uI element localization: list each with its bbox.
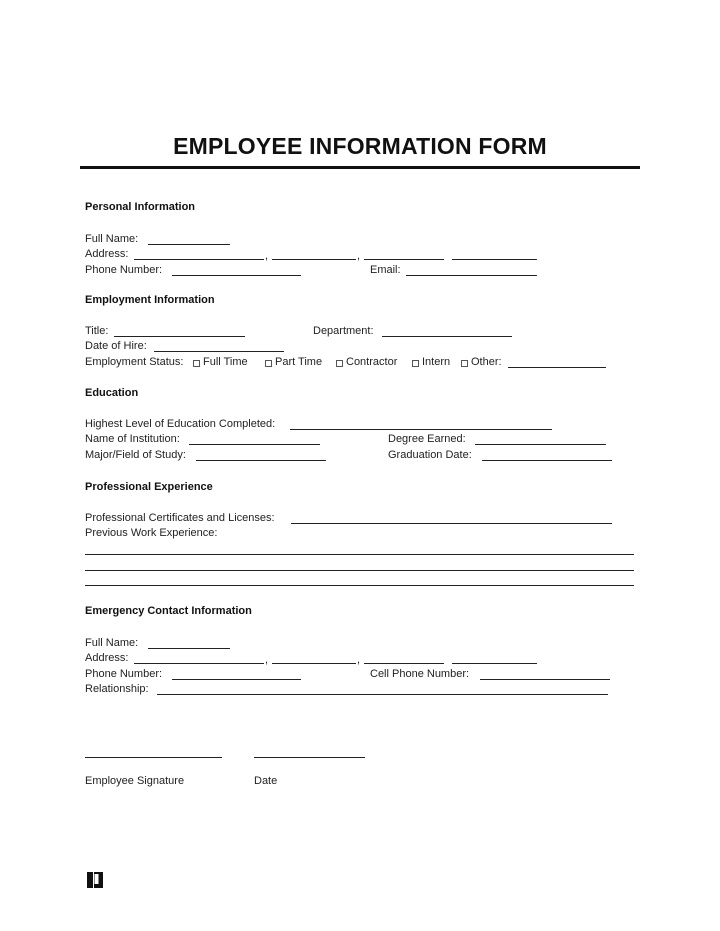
education-level-label: Highest Level of Education Completed: — [85, 418, 276, 430]
emergency-address-city-field[interactable] — [272, 663, 356, 664]
personal-email-label: Email: — [370, 264, 401, 276]
personal-full-name-label: Full Name: — [85, 233, 139, 245]
previous-experience-line-3[interactable] — [85, 585, 634, 586]
other-checkbox[interactable] — [461, 360, 468, 367]
personal-phone-label: Phone Number: — [85, 264, 163, 276]
certificates-field[interactable] — [291, 523, 612, 524]
contractor-label: Contractor — [346, 356, 398, 368]
personal-address-city-field[interactable] — [272, 259, 356, 260]
previous-experience-line-1[interactable] — [85, 554, 634, 555]
graduation-field[interactable] — [482, 460, 612, 461]
form-title: EMPLOYEE INFORMATION FORM — [173, 133, 547, 159]
emergency-full-name-label: Full Name: — [85, 637, 139, 649]
other-label: Other: — [471, 356, 502, 368]
employment-department-label: Department: — [313, 325, 374, 337]
degree-field[interactable] — [475, 444, 606, 445]
personal-heading: Personal Information — [85, 201, 196, 213]
brand-logo-icon — [87, 872, 103, 888]
intern-label: Intern — [422, 356, 451, 368]
certificates-label: Professional Certificates and Licenses: — [85, 512, 275, 524]
part-time-checkbox[interactable] — [265, 360, 272, 367]
employment-hire-date-label: Date of Hire: — [85, 340, 147, 352]
emergency-address-comma-2: , — [357, 654, 361, 666]
emergency-heading: Emergency Contact Information — [85, 605, 252, 617]
personal-full-name-field[interactable] — [148, 244, 230, 245]
employee-signature-label: Employee Signature — [85, 775, 185, 787]
employment-status-label: Employment Status: — [85, 356, 184, 368]
personal-address-state-field[interactable] — [364, 259, 444, 260]
institution-label: Name of Institution: — [85, 433, 180, 445]
emergency-address-comma-1: , — [265, 654, 269, 666]
full-time-checkbox[interactable] — [193, 360, 200, 367]
personal-address-comma-1: , — [265, 250, 269, 262]
emergency-address-label: Address: — [85, 652, 129, 664]
part-time-label: Part Time — [275, 356, 323, 368]
previous-experience-line-2[interactable] — [85, 570, 634, 571]
institution-field[interactable] — [189, 444, 320, 445]
personal-email-field[interactable] — [406, 275, 537, 276]
education-level-field[interactable] — [290, 429, 552, 430]
title-divider — [80, 166, 640, 169]
personal-address-street-field[interactable] — [134, 259, 264, 260]
personal-phone-field[interactable] — [172, 275, 301, 276]
education-heading: Education — [85, 387, 139, 399]
other-status-field[interactable] — [508, 367, 606, 368]
emergency-full-name-field[interactable] — [148, 648, 230, 649]
emergency-phone-label: Phone Number: — [85, 668, 163, 680]
degree-label: Degree Earned: — [388, 433, 466, 445]
employment-department-field[interactable] — [382, 336, 512, 337]
emergency-cell-field[interactable] — [480, 679, 610, 680]
personal-address-comma-2: , — [357, 250, 361, 262]
experience-heading: Professional Experience — [85, 481, 213, 493]
personal-address-zip-field[interactable] — [452, 259, 537, 260]
personal-address-label: Address: — [85, 248, 129, 260]
previous-experience-label: Previous Work Experience: — [85, 527, 218, 539]
intern-checkbox[interactable] — [412, 360, 419, 367]
emergency-address-street-field[interactable] — [134, 663, 264, 664]
emergency-address-state-field[interactable] — [364, 663, 444, 664]
employment-title-label: Title: — [85, 325, 109, 337]
employment-heading: Employment Information — [85, 294, 215, 306]
emergency-cell-label: Cell Phone Number: — [370, 668, 470, 680]
full-time-label: Full Time — [203, 356, 248, 368]
employee-signature-line[interactable] — [85, 757, 222, 758]
signature-date-line[interactable] — [254, 757, 365, 758]
relationship-label: Relationship: — [85, 683, 149, 695]
emergency-phone-field[interactable] — [172, 679, 301, 680]
employment-hire-date-field[interactable] — [154, 351, 284, 352]
graduation-label: Graduation Date: — [388, 449, 472, 461]
relationship-field[interactable] — [157, 694, 608, 695]
emergency-address-zip-field[interactable] — [452, 663, 537, 664]
major-field[interactable] — [196, 460, 326, 461]
major-label: Major/Field of Study: — [85, 449, 186, 461]
signature-date-label: Date — [254, 775, 278, 787]
contractor-checkbox[interactable] — [336, 360, 343, 367]
employment-title-field[interactable] — [114, 336, 245, 337]
